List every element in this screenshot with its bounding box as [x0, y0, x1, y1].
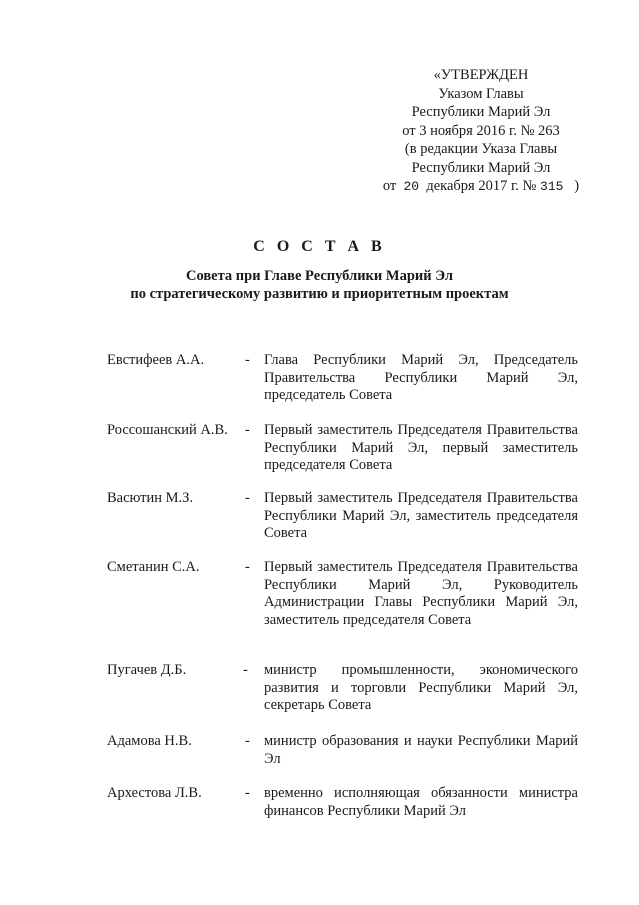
document-title: С О С Т А В: [253, 238, 386, 255]
member-description: Первый заместитель Председателя Правительства Республики Марий Эл, первый заместитель председателя Совета: [264, 422, 578, 473]
member-dash: -: [245, 733, 250, 749]
subtitle-line-1: Совета при Главе Республики Марий Эл: [185, 268, 454, 284]
member-dash: -: [245, 422, 250, 438]
approval-line-4: от 3 ноября 2016 г. № 263: [402, 122, 560, 139]
approval-number: 315: [540, 179, 564, 194]
member-description: Глава Республики Марий Эл, Председатель Правительства Республики Марий Эл, председатель Совета: [264, 352, 578, 403]
member-description: Первый заместитель Председателя Правительства Республики Марий Эл, заместитель председателя Совета: [264, 490, 578, 541]
member-description: временно исполняющая обязанности министра финансов Республики Марий Эл: [264, 785, 578, 819]
approval-line-3: Республики Марий Эл: [411, 104, 551, 120]
approval-line-5: (в редакции Указа Главы: [404, 141, 558, 157]
approval-line-1: «УТВЕРЖДЕН: [433, 67, 529, 83]
approval-day: 20: [403, 179, 420, 194]
member-dash: -: [245, 490, 250, 506]
approval-line-7: [370, 177, 592, 197]
member-name: Васютин М.З.: [107, 490, 194, 506]
member-name: Архестова Л.В.: [107, 785, 202, 801]
member-dash: -: [245, 785, 250, 801]
member-name: Адамова Н.В.: [107, 733, 192, 749]
member-description: министр образования и науки Республики Марий Эл: [264, 733, 578, 767]
approval-line-2: Указом Главы: [438, 85, 524, 102]
approval-closing: ): [574, 178, 580, 194]
member-name: Евстифеев А.А.: [107, 352, 205, 368]
approval-date-prefix: от: [382, 178, 397, 194]
approval-date-middle: декабря 2017 г. №: [426, 178, 537, 194]
member-description: Первый заместитель Председателя Правительства Республики Марий Эл, Руководитель Администрации Главы Республики Марий Эл, заместитель председателя Совета: [264, 559, 578, 628]
member-dash: -: [245, 559, 250, 575]
document-subtitle: [0, 267, 639, 303]
approval-line-6: Республики Марий Эл: [411, 159, 551, 176]
member-description: министр промышленности, экономического развития и торговли Республики Марий Эл, секретарь Совета: [264, 662, 578, 713]
member-dash: -: [245, 352, 250, 368]
subtitle-line-2: по стратегическому развитию и приоритетным проектам: [130, 286, 509, 302]
member-name: Пугачев Д.Б.: [107, 662, 187, 678]
member-name: Сметанин С.А.: [107, 559, 200, 575]
approval-block: [370, 66, 592, 197]
member-name: Россошанский А.В.: [107, 422, 228, 438]
member-dash: -: [243, 662, 248, 678]
